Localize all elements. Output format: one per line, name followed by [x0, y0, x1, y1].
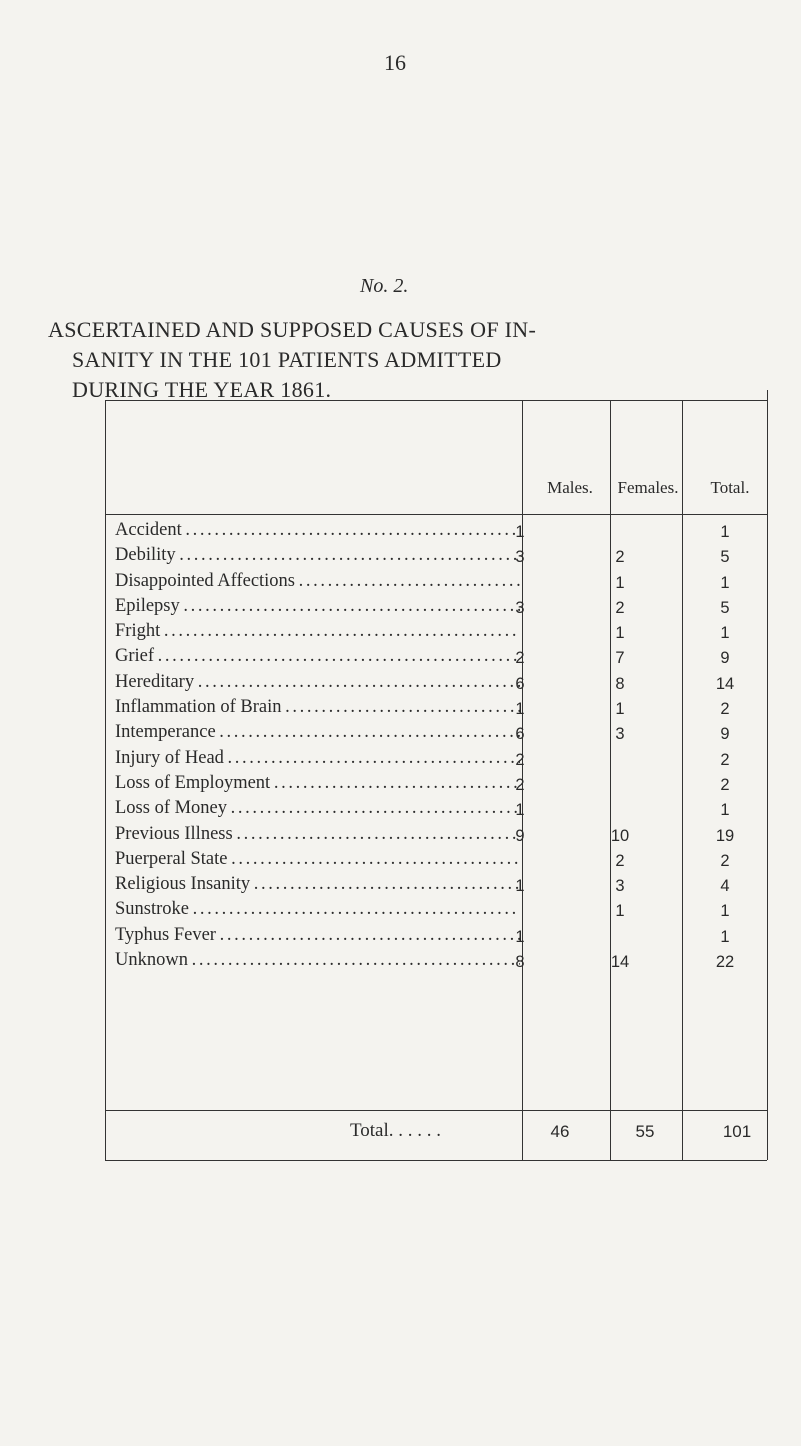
table-row: [115, 773, 770, 798]
males-value: 1: [515, 523, 525, 541]
column-header-total: Total.: [710, 478, 750, 497]
table-row: [115, 520, 770, 545]
total-value: 9: [720, 649, 730, 668]
rule-total-top: [105, 1110, 767, 1111]
table-number: No. 2.: [360, 275, 409, 297]
cause-label: Religious Insanity . . .: [115, 874, 520, 895]
total-value: 4: [720, 877, 730, 896]
cause-label: Injury of Head . . .: [115, 748, 520, 769]
total-value: 1: [720, 927, 730, 946]
males-value: 2: [515, 649, 525, 668]
males-value: 3: [515, 598, 525, 617]
cause-label: Typhus Fever . . .: [115, 925, 520, 946]
cause-label: Grief . . .: [115, 646, 520, 667]
totals-females: 55: [635, 1122, 655, 1141]
total-value: 5: [720, 548, 730, 567]
females-value: 1: [615, 573, 625, 592]
cause-label: Unknown . . .: [115, 950, 520, 971]
males-value: 6: [515, 674, 525, 693]
total-value: 1: [720, 624, 730, 643]
males-value: 2: [515, 775, 525, 794]
table-row: [115, 545, 770, 570]
total-value: 1: [720, 801, 730, 820]
table-row: [115, 748, 770, 773]
males-value: 3: [515, 548, 525, 567]
table-row: [115, 697, 770, 722]
females-value: 14: [610, 953, 630, 972]
table-row: [115, 621, 770, 646]
total-value: 14: [715, 674, 735, 693]
total-value: 2: [720, 775, 730, 794]
total-value: 5: [720, 598, 730, 617]
table-row: [115, 798, 770, 823]
cause-label: Disappointed Affections . . .: [115, 571, 520, 592]
females-value: 2: [615, 598, 625, 617]
total-value: 9: [720, 725, 730, 744]
total-value: 2: [720, 750, 730, 769]
table-row: [115, 722, 770, 747]
column-header-females: Females.: [617, 478, 679, 497]
females-value: 1: [615, 624, 625, 643]
total-value: 19: [715, 826, 735, 845]
females-value: 3: [615, 877, 625, 896]
table-row: [115, 571, 770, 596]
males-value: 2: [515, 750, 525, 769]
heading-line-1: ASCERTAINED AND SUPPOSED CAUSES OF IN-: [48, 317, 537, 342]
males-value: 8: [515, 953, 525, 972]
females-value: 8: [615, 674, 625, 693]
rule-top: [105, 400, 767, 401]
males-value: 9: [515, 826, 525, 845]
total-value: 1: [720, 573, 730, 592]
females-value: 3: [615, 725, 625, 744]
rule-bottom: [105, 1160, 767, 1161]
cause-label: Sunstroke . . .: [115, 899, 520, 920]
totals-total: 101: [722, 1122, 752, 1141]
totals-males: 46: [550, 1122, 570, 1141]
females-value: 2: [615, 548, 625, 567]
total-value: 1: [720, 523, 730, 541]
cause-label: Intemperance . . .: [115, 722, 520, 743]
total-value: 2: [720, 700, 730, 719]
rule-header-bottom: [105, 514, 767, 515]
females-value: 7: [615, 649, 625, 668]
males-value: 6: [515, 725, 525, 744]
males-value: 1: [515, 700, 525, 719]
cause-label: Loss of Money . . .: [115, 798, 520, 819]
table-body: [115, 520, 770, 975]
table-row: [115, 899, 770, 924]
males-value: 1: [515, 877, 525, 896]
cause-label: Puerperal State . . .: [115, 849, 520, 870]
totals-label: Total. . . . . .: [350, 1120, 442, 1141]
total-value: 1: [720, 902, 730, 921]
totals-row: [115, 1120, 770, 1150]
table-row: [115, 824, 770, 849]
table-row: [115, 849, 770, 874]
column-header-males: Males.: [547, 478, 593, 497]
table-row: [115, 672, 770, 697]
males-value: 1: [515, 927, 525, 946]
cause-label: Accident . . .: [115, 520, 520, 541]
males-value: 1: [515, 801, 525, 820]
heading-line-3: DURING THE YEAR 1861.: [72, 377, 332, 402]
females-value: 2: [615, 851, 625, 870]
cause-label: Fright . . .: [115, 621, 520, 642]
females-value: 1: [615, 902, 625, 921]
cause-label: Inflammation of Brain . . .: [115, 697, 520, 718]
total-value: 2: [720, 851, 730, 870]
table-row: [115, 596, 770, 621]
table-row: [115, 950, 770, 975]
table-row: [115, 874, 770, 899]
total-value: 22: [715, 953, 735, 972]
page-number: 16: [384, 50, 406, 75]
cause-label: Debility . . .: [115, 545, 520, 566]
heading-line-2: SANITY IN THE 101 PATIENTS ADMITTED: [72, 347, 502, 372]
table-row: [115, 925, 770, 950]
cause-label: Epilepsy . . .: [115, 596, 520, 617]
table-heading: [48, 315, 768, 405]
cause-label: Loss of Employment . . .: [115, 773, 520, 794]
table-row: [115, 646, 770, 671]
rule-left: [105, 400, 106, 1160]
cause-label: Previous Illness . . .: [115, 824, 520, 845]
cause-label: Hereditary . . .: [115, 672, 520, 693]
females-value: 10: [610, 826, 630, 845]
females-value: 1: [615, 700, 625, 719]
